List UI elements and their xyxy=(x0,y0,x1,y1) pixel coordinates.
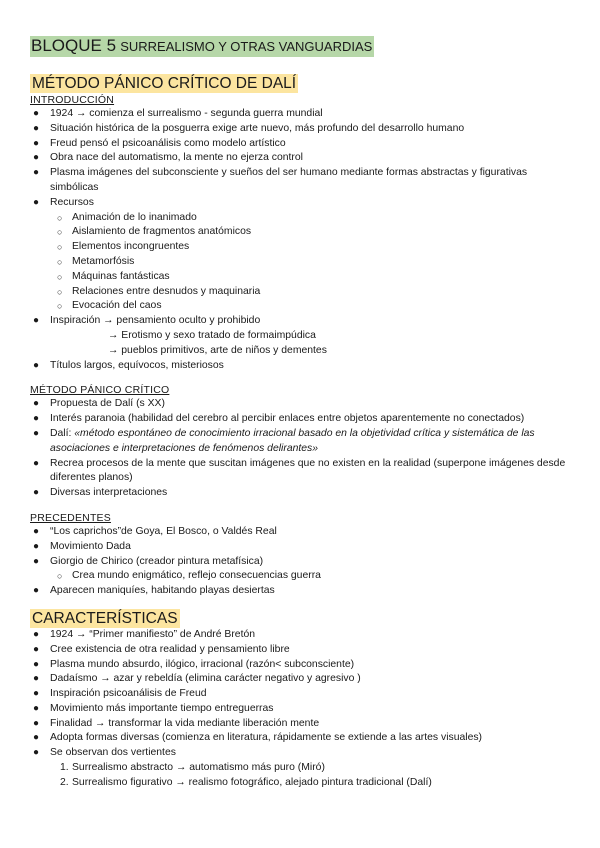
sublist-item: ○ Máquinas fantásticas xyxy=(30,270,575,285)
continuation-line: → pueblos primitivos, arte de niños y dementes xyxy=(108,344,327,356)
list-item: ● Dadaísmo → azar y rebeldía (elimina carácter negativo y agresivo ) xyxy=(30,672,575,687)
list-item: ● 1924 → comienza el surrealismo - segunda guerra mundial xyxy=(30,107,575,122)
list-item: ● Situación histórica de la posguerra exige arte nuevo, más profundo del desarrollo humano xyxy=(30,122,575,137)
sublist-item: ○ Crea mundo enigmático, reflejo consecuencias guerra xyxy=(30,569,575,584)
sublist-item: ○ Aislamiento de fragmentos anatómicos xyxy=(30,225,575,240)
bullet-icon: ● xyxy=(33,555,40,567)
bullet-icon: ● xyxy=(33,525,40,537)
numbered-item: 2. Surrealismo figurativo → realismo fotográfico, alejado pintura tradicional (Dalí) xyxy=(30,776,575,791)
bullet-icon: ● xyxy=(33,732,40,744)
sublist-item: ○ Relaciones entre desnudos y maquinaria xyxy=(30,285,575,300)
sublist-item: ○ Elementos incongruentes xyxy=(30,240,575,255)
bloque-number: BLOQUE 5 xyxy=(31,36,117,55)
bullet-icon: ● xyxy=(33,673,40,685)
bullet-icon: ● xyxy=(33,487,40,499)
caracteristicas-list xyxy=(30,628,575,791)
document-page xyxy=(30,36,575,791)
list-item: ● Obra nace del automatismo, la mente no ejerza control xyxy=(30,151,575,166)
hollow-bullet-icon: ○ xyxy=(57,242,63,253)
list-item: ● Plasma imágenes del subconsciente y sueños del ser humano mediante formas abstractas y figurativas simbólicas xyxy=(33,167,528,193)
section-title-caracteristicas: CARACTERÍSTICAS xyxy=(32,609,178,627)
intro-list xyxy=(30,107,575,373)
numbered-item: 1. Surrealismo abstracto → automatismo más puro (Miró) xyxy=(30,761,575,776)
section-title-metodo-dali: MÉTODO PÁNICO CRÍTICO DE DALÍ xyxy=(32,75,297,92)
list-item: ● Títulos largos, equívocos, misteriosos xyxy=(30,359,575,374)
bullet-icon: ● xyxy=(33,643,40,655)
bullet-icon: ● xyxy=(33,457,40,469)
bullet-icon: ● xyxy=(33,398,40,410)
bullet-icon: ● xyxy=(33,688,40,700)
list-item: ● Inspiración psicoanálisis de Freud xyxy=(30,687,575,702)
list-item: ● Se observan dos vertientes xyxy=(30,746,575,761)
list-item: ● Interés paranoia (habilidad del cerebro al percibir enlaces entre objetos aparentemente no conectados) xyxy=(30,412,575,427)
bullet-icon: ● xyxy=(33,585,40,597)
sublist-item: ○ Metamorfósis xyxy=(30,255,575,270)
subheading-introduccion: INTRODUCCIÓN xyxy=(30,94,115,106)
bullet-icon: ● xyxy=(33,137,40,149)
bullet-icon: ● xyxy=(33,167,40,179)
hollow-bullet-icon: ○ xyxy=(57,212,63,223)
list-item: ● Freud pensó el psicoanálisis como modelo artístico xyxy=(30,137,575,152)
bullet-icon: ● xyxy=(33,196,40,208)
list-item: ● Propuesta de Dalí (s XX) xyxy=(30,397,575,412)
list-item: ● Recrea procesos de la mente que suscitan imágenes que no existen en la realidad (superpone imágenes desde diferentes planos) xyxy=(33,457,566,484)
bullet-icon: ● xyxy=(33,747,40,759)
list-item-recursos: ● Recursos xyxy=(30,196,575,211)
metodo-list xyxy=(30,397,575,501)
dali-quote: «método espontáneo de conocimiento irracional basado en la objetividad crítica y sistemática de las asociaciones e interpretaciones de fenómenos delirantes» xyxy=(50,427,535,454)
bullet-icon: ● xyxy=(33,427,40,439)
bloque-subtitle: SURREALISMO Y OTRAS VANGUARDIAS xyxy=(120,39,373,54)
hollow-bullet-icon: ○ xyxy=(57,271,63,282)
bullet-icon: ● xyxy=(33,702,40,714)
list-item: ● Adopta formas diversas (comienza en literatura, rápidamente se extiende a las artes visuales) xyxy=(30,731,575,746)
list-item: ● “Los caprichos”de Goya, El Bosco, o Valdés Real xyxy=(30,525,575,540)
subheading-precedentes: PRECEDENTES xyxy=(30,511,111,524)
hollow-bullet-icon: ○ xyxy=(57,256,63,267)
bloque-title xyxy=(30,36,374,57)
item-number: 2. xyxy=(60,776,69,788)
bullet-icon: ● xyxy=(33,628,40,640)
continuation-line: → Erotismo y sexo tratado de formaimpúdica xyxy=(108,329,316,341)
hollow-bullet-icon: ○ xyxy=(57,227,63,238)
sublist-item: ○ Animación de lo inanimado xyxy=(30,211,575,226)
list-item-dali-quote: ● Dalí: «método espontáneo de conocimiento irracional basado en la objetividad crítica y sistemática de las asociaciones e interpretaciones de fenómenos delirantes» xyxy=(33,427,535,454)
bullet-icon: ● xyxy=(33,315,40,327)
item-number: 1. xyxy=(60,762,69,774)
bullet-icon: ● xyxy=(33,122,40,134)
bullet-icon: ● xyxy=(33,152,40,164)
list-item: ● Aparecen maniquíes, habitando playas desiertas xyxy=(30,584,575,599)
hollow-bullet-icon: ○ xyxy=(57,301,63,312)
bullet-icon: ● xyxy=(33,359,40,371)
bullet-icon: ● xyxy=(33,108,40,119)
sublist-item: ○ Evocación del caos xyxy=(30,299,575,314)
bullet-icon: ● xyxy=(33,540,40,552)
list-item: ● Movimiento Dada xyxy=(30,540,575,555)
precedentes-list xyxy=(30,525,575,599)
list-item: ● Diversas interpretaciones xyxy=(30,486,575,501)
bullet-icon: ● xyxy=(33,658,40,670)
list-item: ● Cree existencia de otra realidad y pensamiento libre xyxy=(30,643,575,658)
bullet-icon: ● xyxy=(33,717,40,729)
hollow-bullet-icon: ○ xyxy=(57,571,63,582)
list-item: ● Giorgio de Chirico (creador pintura metafísica) xyxy=(30,555,575,570)
list-item-inspiracion: ● Inspiración → pensamiento oculto y prohibido xyxy=(30,314,575,329)
subheading-metodo-panico-critico: MÉTODO PÁNICO CRÍTICO xyxy=(30,384,170,397)
list-item: ● Plasma mundo absurdo, ilógico, irracional (razón< subconsciente) xyxy=(30,658,575,673)
bullet-icon: ● xyxy=(33,413,40,425)
hollow-bullet-icon: ○ xyxy=(57,286,63,297)
list-item: ● Movimiento más importante tiempo entreguerras xyxy=(30,702,575,717)
list-item: ● 1924 → “Primer manifiesto” de André Bretón xyxy=(30,628,575,643)
list-item: ● Finalidad → transformar la vida mediante liberación mente xyxy=(30,717,575,732)
